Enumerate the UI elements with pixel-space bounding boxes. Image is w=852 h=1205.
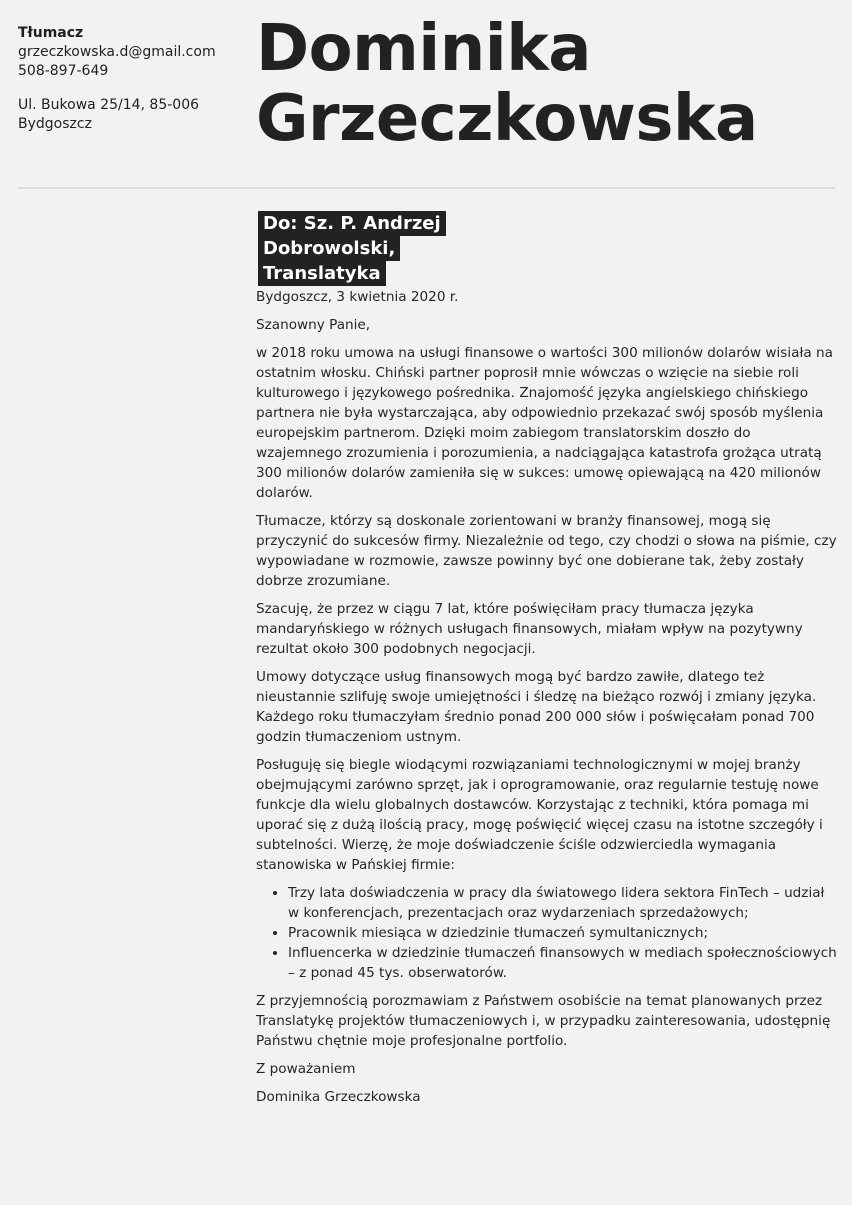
address-line-2: Bydgoszcz — [18, 116, 92, 132]
header-divider — [18, 187, 835, 189]
signoff: Z poważaniem — [256, 1061, 356, 1077]
paragraph-2: Tłumacze, którzy są doskonale zorientowani w branży finansowej, mogą się przyczynić do sukcesów firmy. Niezależnie od tego, czy chodzi o słowa na piśmie, czy wypowiadane w rozmowie, zawsze powinny być one dobierane tak, żeby zostały dobrze zrozumiane. — [256, 513, 837, 589]
applicant-name — [256, 14, 846, 154]
achievement-item: • Trzy lata doświadczenia w pracy dla światowego lidera sektora FinTech – udział w konferencjach, prezentacjach oraz wydarzeniach sprzedażowych; — [288, 883, 838, 923]
achievements-list — [256, 883, 838, 983]
letter-date: Bydgoszcz, 3 kwietnia 2020 r. — [256, 289, 459, 305]
letter-body — [256, 287, 838, 1115]
signature-name: Dominika Grzeczkowska — [256, 1089, 421, 1105]
recipient-block — [258, 211, 578, 286]
address-line-1: Ul. Bukowa 25/14, 85-006 — [18, 97, 200, 113]
recipient-line-2: Translatyka — [258, 261, 386, 286]
contact-sidebar — [18, 24, 238, 134]
recipient-line-1: Do: Sz. P. Andrzej Dobrowolski, — [258, 211, 446, 261]
spacer — [18, 81, 238, 96]
achievement-item: • Influencerka w dziedzinie tłumaczeń finansowych w mediach społecznościowych – z ponad 45 tys. obserwatorów. — [288, 943, 838, 983]
phone-text: 508-897-649 — [18, 63, 109, 79]
paragraph-5: Posługuję się biegle wiodącymi rozwiązaniami technologicznymi w mojej branży obejmującymi zarówno sprzęt, jak i oprogramowanie, oraz regularnie testuję nowe funkcje dla wielu globalnych dostawców. Korzystając z techniki, która pomaga mi uporać się z dużą ilością pracy, mogę poświęcić więcej czasu na istotne szczegóły i subtelności. Wierzę, że moje doświadczenie ściśle odzwierciedla wymagania stanowiska w Pańskiej firmie: — [256, 757, 823, 873]
job-title: Tłumacz — [18, 25, 84, 41]
closing-paragraph: Z przyjemnością porozmawiam z Państwem osobiście na temat planowanych przez Translatykę projektów tłumaczeniowych i, w przypadku zainteresowania, udostępnię Państwu chętnie moje profesjonalne portfolio. — [256, 993, 831, 1049]
salutation: Szanowny Panie, — [256, 317, 371, 333]
last-name: Grzeczkowska — [256, 82, 758, 156]
email-text: grzeczkowska.d@gmail.com — [18, 44, 216, 60]
achievement-item: • Pracownik miesiąca w dziedzinie tłumaczeń symultanicznych; — [288, 923, 838, 943]
paragraph-1: w 2018 roku umowa na usługi finansowe o wartości 300 milionów dolarów wisiała na ostatnim włosku. Chiński partner poprosił mnie wówczas o wzięcie na siebie roli kulturowego i językowego pośrednika. Znajomość języka angielskiego chińskiego partnera nie była wystarczająca, aby odpowiednio przekazać swój sposób myślenia europejskim partnerom. Dzięki moim zabiegom translatorskim doszło do wzajemnego zrozumienia i porozumienia, a nadciągająca katastrofa grożąca utratą 300 milionów dolarów zamieniła się w sukces: umowę opiewającą na 420 milionów dolarów. — [256, 345, 833, 501]
paragraph-4: Umowy dotyczące usług finansowych mogą być bardzo zawiłe, dlatego też nieustannie szlifuję swoje umiejętności i śledzę na bieżąco rozwój i zmiany języka. Każdego roku tłumaczyłam średnio ponad 200 000 słów i poświęcałam ponad 700 godzin tłumaczeniom ustnym. — [256, 669, 817, 745]
first-name: Dominika — [256, 12, 591, 86]
paragraph-3: Szacuję, że przez w ciągu 7 lat, które poświęciłam pracy tłumacza języka mandaryńskiego w różnych usługach finansowych, miałam wpływ na pozytywny rezultat około 300 podobnych negocjacji. — [256, 601, 803, 657]
